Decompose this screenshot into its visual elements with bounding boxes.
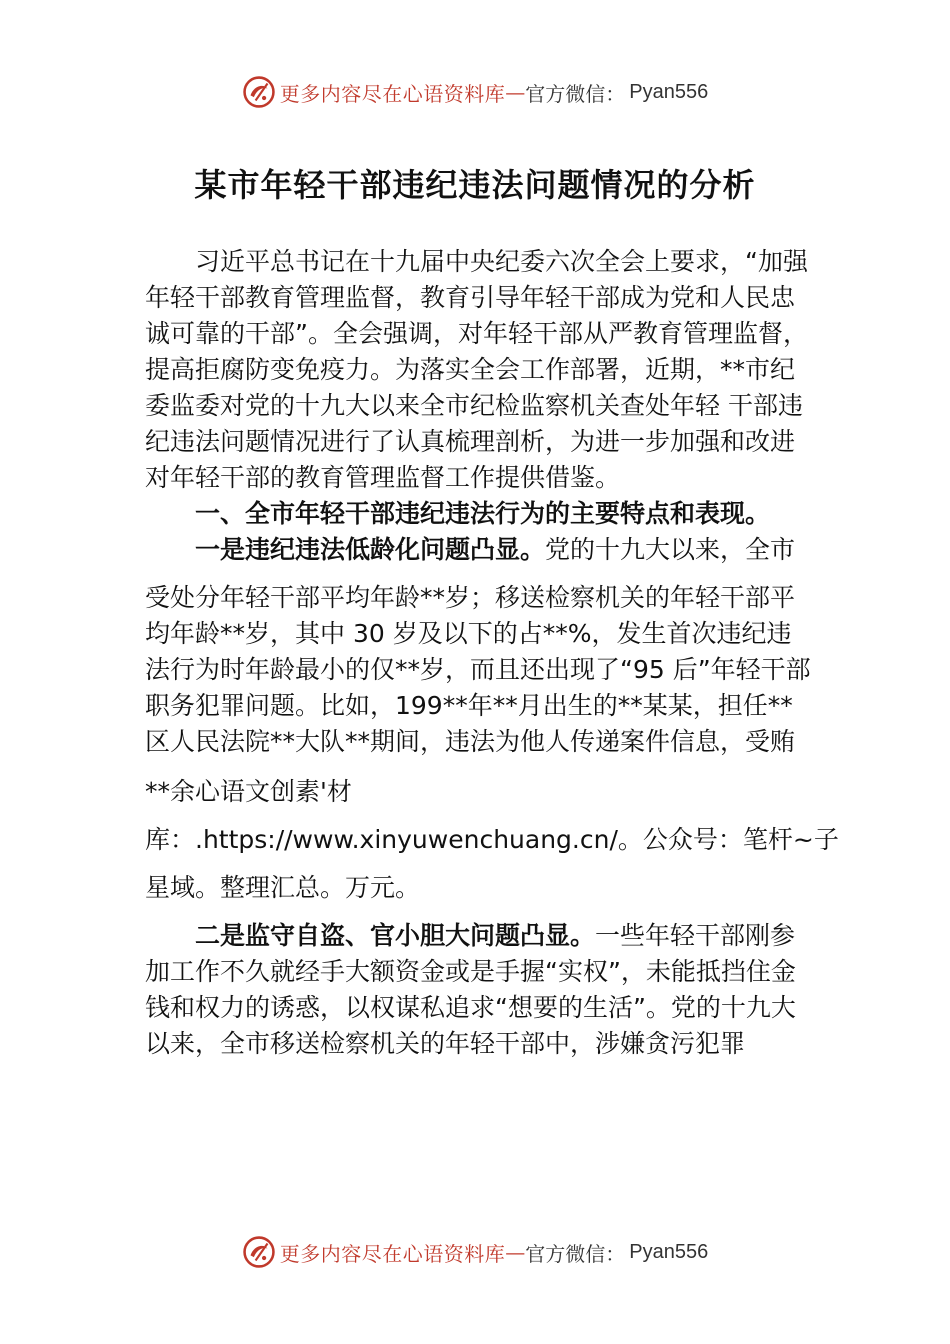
point1-lead: 一是违纪违法低龄化问题凸显。 xyxy=(195,535,546,564)
xinyu-logo-icon xyxy=(242,75,276,109)
point2-text: 一些年轻干部刚参加工作不久就经手大额资金或是手握“实权”，未能抵挡住金钱和权力的诱惑，以权谋私追求“想要的生活”。党的十九大以来，全市移送检察机关的年轻干部中，涉嫌贪污犯罪 xyxy=(145,921,796,1058)
banner-text: 更多内容尽在心语资料库 xyxy=(279,1241,506,1266)
section-heading: 一、全市年轻干部违纪违法行为的主要特点和表现。 xyxy=(195,499,771,528)
point1-text-a: 党的十九大以来，全市 xyxy=(545,535,796,564)
banner-separator: — xyxy=(505,80,526,104)
point2-paragraph xyxy=(145,918,813,1062)
banner-separator: — xyxy=(505,1240,526,1264)
point1-paragraph: 受处分年轻干部平均年龄**岁；移送检察机关的年轻干部平均年龄**岁，其中 30 岁及以下的占**%，发生首次违纪违法行为时年龄最小的仅**岁，而且还出现了“95 后”年轻干部职务犯罪问题。比如，199**年**月出生的**某某，担任**区人民法院**大队**期间，违法为他人传递案件信息，受贿 xyxy=(145,583,811,756)
document-body xyxy=(145,244,839,1062)
header-banner xyxy=(0,72,950,112)
banner-text: 更多内容尽在心语资料库 xyxy=(279,81,506,106)
point2-lead: 二是监守自盗、官小胆大问题凸显。 xyxy=(195,921,596,950)
point1-continuation: **余心语文创素'材库：.https://www.xinyuwenchuang.cn/。公众号：笔杆~子星域。整理汇总。万元。 xyxy=(145,777,839,902)
banner-wechat-id: Pyan556 xyxy=(629,80,709,103)
intro-paragraph: 习近平总书记在十九届中央纪委六次全会上要求，“加强年轻干部教育管理监督，教育引导年轻干部成为党和人民忠诚可靠的干部”。全会强调，对年轻干部从严教育管理监督，提高拒腐防变免疫力。为落实全会工作部署，近期，**市纪委监委对党的十九大以来全市纪检监察机关查处年轻 干部违纪违法问题情况进行了认真梳理剖析，为进一步加强和改进对年轻干部的教育管理监督工作提供借鉴。 xyxy=(145,247,808,492)
xinyu-logo-icon xyxy=(242,1235,276,1269)
banner-wechat-label: 官方微信： xyxy=(525,81,626,106)
point1-first-line xyxy=(145,532,813,568)
footer-banner xyxy=(0,1232,950,1272)
banner-wechat-label: 官方微信： xyxy=(525,1241,626,1266)
document-title: 某市年轻干部违纪违法问题情况的分析 xyxy=(194,166,756,204)
banner-wechat-id: Pyan556 xyxy=(629,1240,709,1263)
